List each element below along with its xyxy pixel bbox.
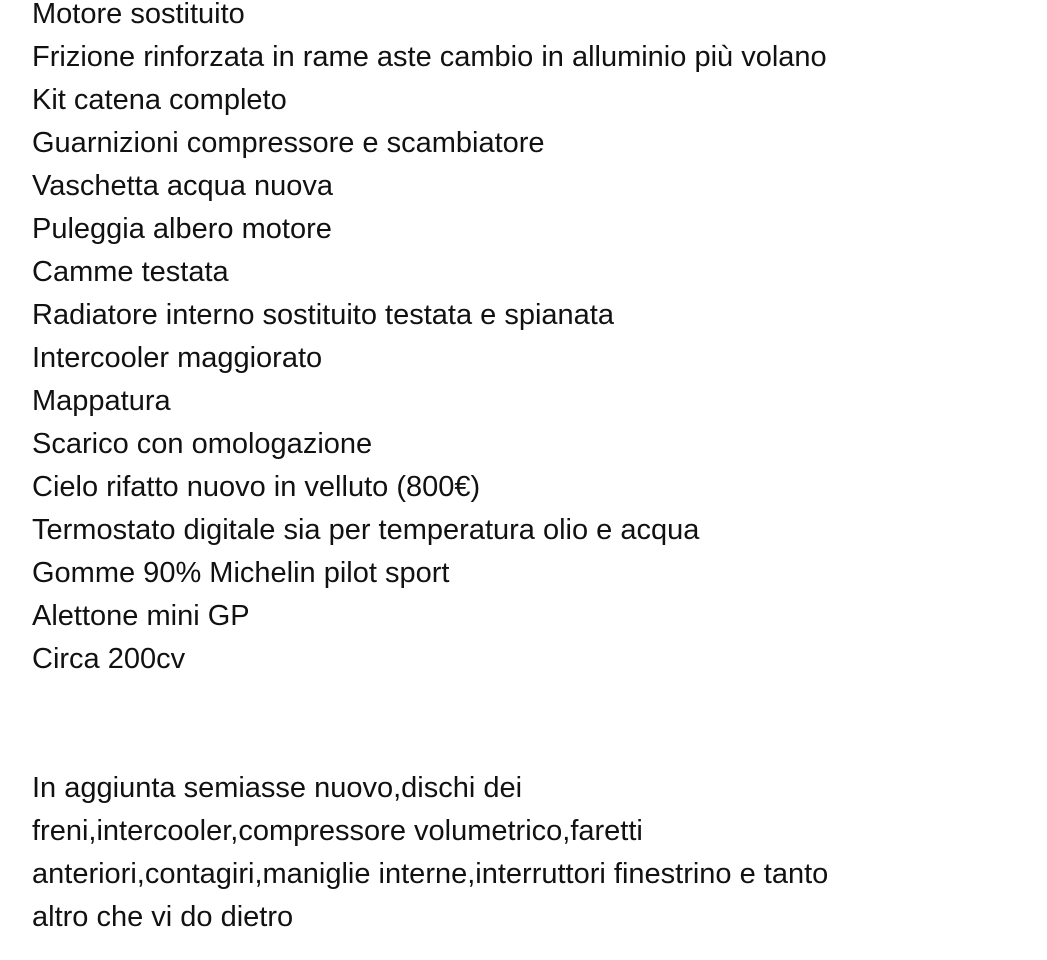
list-item: Scarico con omologazione <box>32 428 373 460</box>
list-item: Mappatura <box>32 385 171 417</box>
paragraph-line: altro che vi do dietro <box>32 901 294 933</box>
list-item: Camme testata <box>32 256 229 288</box>
list-item: Cielo rifatto nuovo in velluto (800€) <box>32 471 481 503</box>
list-item: Kit catena completo <box>32 84 287 116</box>
list-item: Intercooler maggiorato <box>32 342 323 374</box>
list-item: Alettone mini GP <box>32 600 250 632</box>
list-item: Circa 200cv <box>32 643 186 675</box>
list-item: Motore sostituito <box>32 0 245 30</box>
list-item: Gomme 90% Michelin pilot sport <box>32 557 450 589</box>
paragraph-line: freni,intercooler,compressore volumetrico,faretti <box>32 815 643 847</box>
list-item: Puleggia albero motore <box>32 213 332 245</box>
paragraph-line: In aggiunta semiasse nuovo,dischi dei <box>32 772 523 804</box>
work-list <box>32 0 1032 681</box>
list-item: Termostato digitale sia per temperatura olio e acqua <box>32 514 700 546</box>
list-item: Guarnizioni compressore e scambiatore <box>32 127 545 159</box>
additional-notes-paragraph <box>32 767 1032 939</box>
paragraph-spacer <box>32 681 1032 767</box>
list-item: Radiatore interno sostituito testata e spianata <box>32 299 614 331</box>
note-document <box>32 0 1032 939</box>
paragraph-line: anteriori,contagiri,maniglie interne,interruttori finestrino e tanto <box>32 858 829 890</box>
list-item: Frizione rinforzata in rame aste cambio in alluminio più volano <box>32 41 827 73</box>
list-item: Vaschetta acqua nuova <box>32 170 333 202</box>
